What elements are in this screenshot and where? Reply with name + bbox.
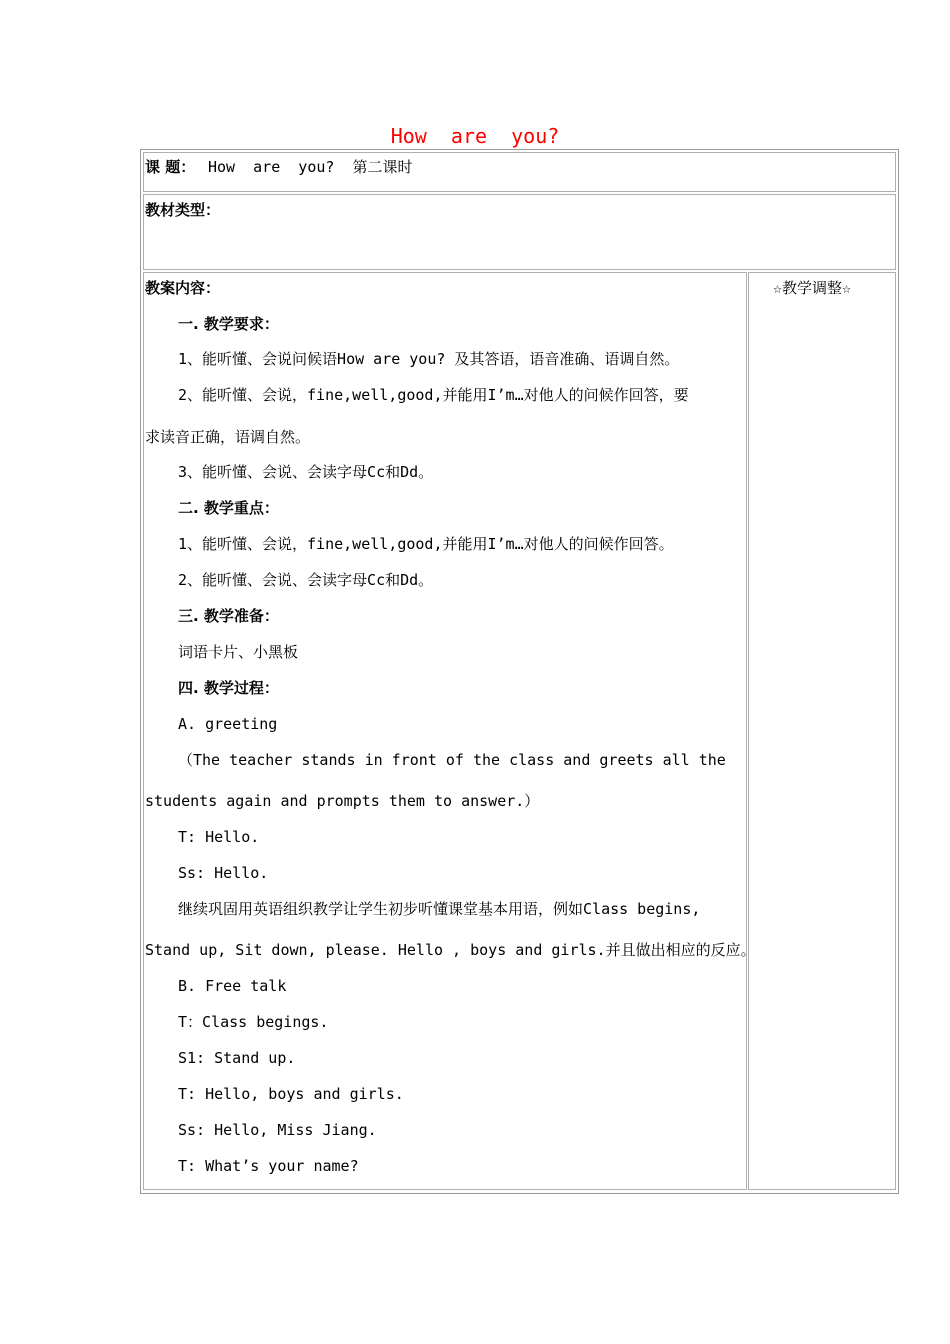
content-line: T: Hello. — [178, 828, 260, 846]
content-line: 2、能听懂、会说，fine,well,good,并能用I’m…对他人的问候作回答，要 — [178, 386, 689, 404]
content-line: 3、能听懂、会说、会读字母Cc和Dd。 — [178, 463, 434, 481]
topic-label: 课 题： — [145, 158, 196, 176]
content-line: A. greeting — [178, 715, 278, 733]
topic-value: How are you? 第二课时 — [208, 158, 413, 176]
section-heading: 四. 教学过程： — [178, 679, 279, 697]
content-line: 2、能听懂、会说、会读字母Cc和Dd。 — [178, 571, 434, 589]
content-line: 1、能听懂、会说，fine,well,good,并能用I’m…对他人的问候作回答。 — [178, 535, 674, 553]
section-heading: 二. 教学重点： — [178, 499, 279, 517]
content-line: 继续巩固用英语组织教学让学生初步听懂课堂基本用语，例如Class begins, — [178, 900, 701, 918]
section-heading: 一. 教学要求： — [178, 315, 279, 333]
content-line: T：Class begings. — [178, 1013, 329, 1031]
content-line: （The teacher stands in front of the class and greets all the — [178, 751, 726, 769]
content-line: Ss: Hello, Miss Jiang. — [178, 1121, 377, 1139]
adjustment-cell — [748, 272, 896, 1190]
material-type-label: 教材类型： — [145, 201, 221, 219]
content-line: 求读音正确，语调自然。 — [145, 428, 311, 446]
adjustment-label: ☆教学调整☆ — [773, 279, 852, 297]
section-heading: 三. 教学准备： — [178, 607, 279, 625]
content-line: 词语卡片、小黑板 — [178, 643, 299, 661]
content-line: T: Hello, boys and girls. — [178, 1085, 404, 1103]
content-line: T: What’s your name? — [178, 1157, 359, 1175]
content-line: 1、能听懂、会说问候语How are you? 及其答语，语音准确、语调自然。 — [178, 350, 680, 368]
content-line: B. Free talk — [178, 977, 287, 995]
page-title: How are you? — [390, 124, 560, 148]
content-line: students again and prompts them to answer.） — [145, 792, 540, 810]
content-label: 教案内容： — [145, 279, 221, 297]
content-line: Ss: Hello. — [178, 864, 269, 882]
content-line: S1: Stand up. — [178, 1049, 296, 1067]
content-line: Stand up, Sit down, please. Hello , boys and girls.并且做出相应的反应。 — [145, 941, 756, 959]
material-type-cell — [143, 194, 896, 270]
